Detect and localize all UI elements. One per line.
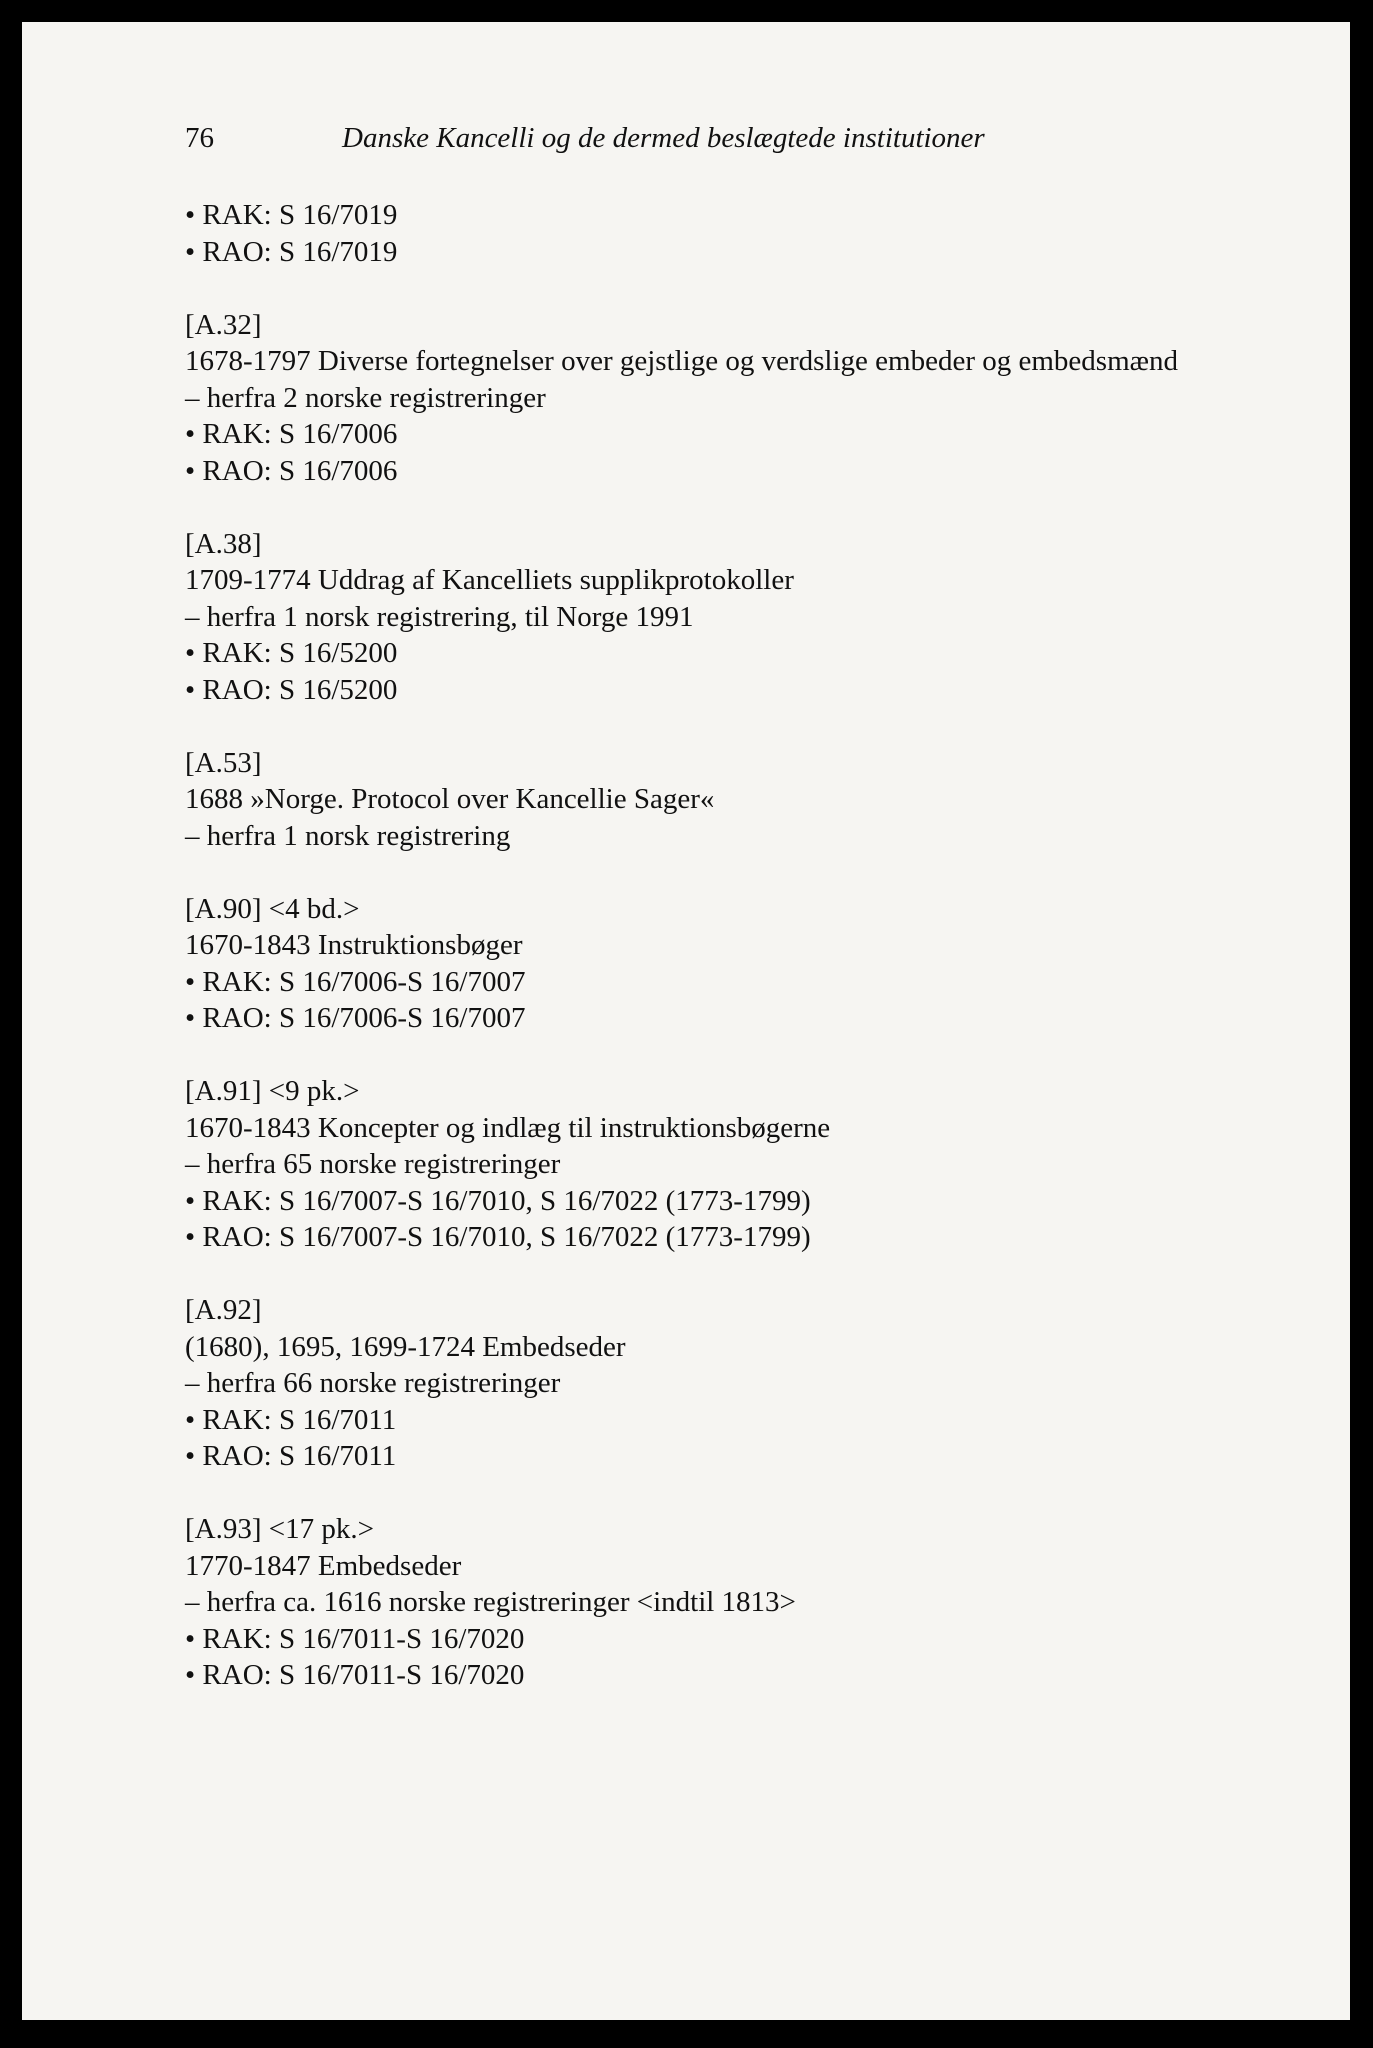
rao-reference: • RAO: S 16/7019 <box>185 235 398 268</box>
entry-a93 <box>185 1511 1290 1694</box>
running-title: Danske Kancelli og de dermed beslægtede institutioner <box>342 122 985 154</box>
page-content <box>185 197 1290 1694</box>
rak-reference: • RAK: S 16/7019 <box>185 199 398 231</box>
rak-reference: • RAK: S 16/7011-S 16/7020 <box>185 1622 525 1655</box>
entry-note: – herfra 66 norske registreringer <box>185 1367 561 1399</box>
entry-a53 <box>185 745 1290 855</box>
entry-note: – herfra ca. 1616 norske registreringer <indtil 1813> <box>185 1586 796 1618</box>
entry-title: 1688 »Norge. Protocol over Kancellie Sager« <box>185 783 715 815</box>
entry-note: – herfra 1 norsk registrering <box>185 819 511 852</box>
entry-title: 1770-1847 Embedseder <box>185 1549 462 1582</box>
entry-title: 1670-1843 Koncepter og indlæg til instruktionsbøgerne <box>185 1111 831 1144</box>
rak-reference: • RAK: S 16/7011 <box>185 1403 397 1436</box>
rao-reference: • RAO: S 16/7011-S 16/7020 <box>185 1659 525 1691</box>
entry-id: [A.53] <box>185 746 262 779</box>
rak-reference: • RAK: S 16/7006 <box>185 418 398 450</box>
entry-id: [A.38] <box>185 527 262 560</box>
rao-reference: • RAO: S 16/7011 <box>185 1440 397 1472</box>
document-page <box>22 22 1350 2020</box>
rao-reference: • RAO: S 16/7006-S 16/7007 <box>185 1002 526 1034</box>
rak-reference: • RAK: S 16/7006-S 16/7007 <box>185 965 526 998</box>
entry-title: 1678-1797 Diverse fortegnelser over gejstlige og verdslige embeder og embedsmænd <box>185 345 1178 377</box>
entry-note: – herfra 65 norske registreringer <box>185 1148 561 1180</box>
rao-reference: • RAO: S 16/7007-S 16/7010, S 16/7022 (1773-1799) <box>185 1221 811 1253</box>
entry-id: [A.92] <box>185 1294 262 1326</box>
entry-title: 1709-1774 Uddrag af Kancelliets supplikprotokoller <box>185 564 794 596</box>
entry-a90 <box>185 891 1290 1037</box>
entry-id: [A.90] <4 bd.> <box>185 892 360 925</box>
rak-reference: • RAK: S 16/7007-S 16/7010, S 16/7022 (1773-1799) <box>185 1184 811 1217</box>
entry-id: [A.91] <9 pk.> <box>185 1075 360 1107</box>
entry-title: 1670-1843 Instruktionsbøger <box>185 929 523 961</box>
rao-reference: • RAO: S 16/5200 <box>185 673 398 706</box>
entry-note: – herfra 2 norske registreringer <box>185 381 546 414</box>
entry-note: – herfra 1 norsk registrering, til Norge 1991 <box>185 600 694 633</box>
rao-reference: • RAO: S 16/7006 <box>185 454 398 487</box>
page-number: 76 <box>185 122 214 154</box>
entry-id: [A.93] <17 pk.> <box>185 1513 374 1545</box>
entry-a92 <box>185 1292 1290 1475</box>
continued-entry <box>185 197 1290 270</box>
entry-title: (1680), 1695, 1699-1724 Embedseder <box>185 1330 626 1363</box>
rak-reference: • RAK: S 16/5200 <box>185 637 398 669</box>
entry-id: [A.32] <box>185 308 262 341</box>
entry-a32 <box>185 307 1290 490</box>
entry-a91 <box>185 1073 1290 1256</box>
entry-a38 <box>185 526 1290 709</box>
page-header <box>185 122 1285 162</box>
